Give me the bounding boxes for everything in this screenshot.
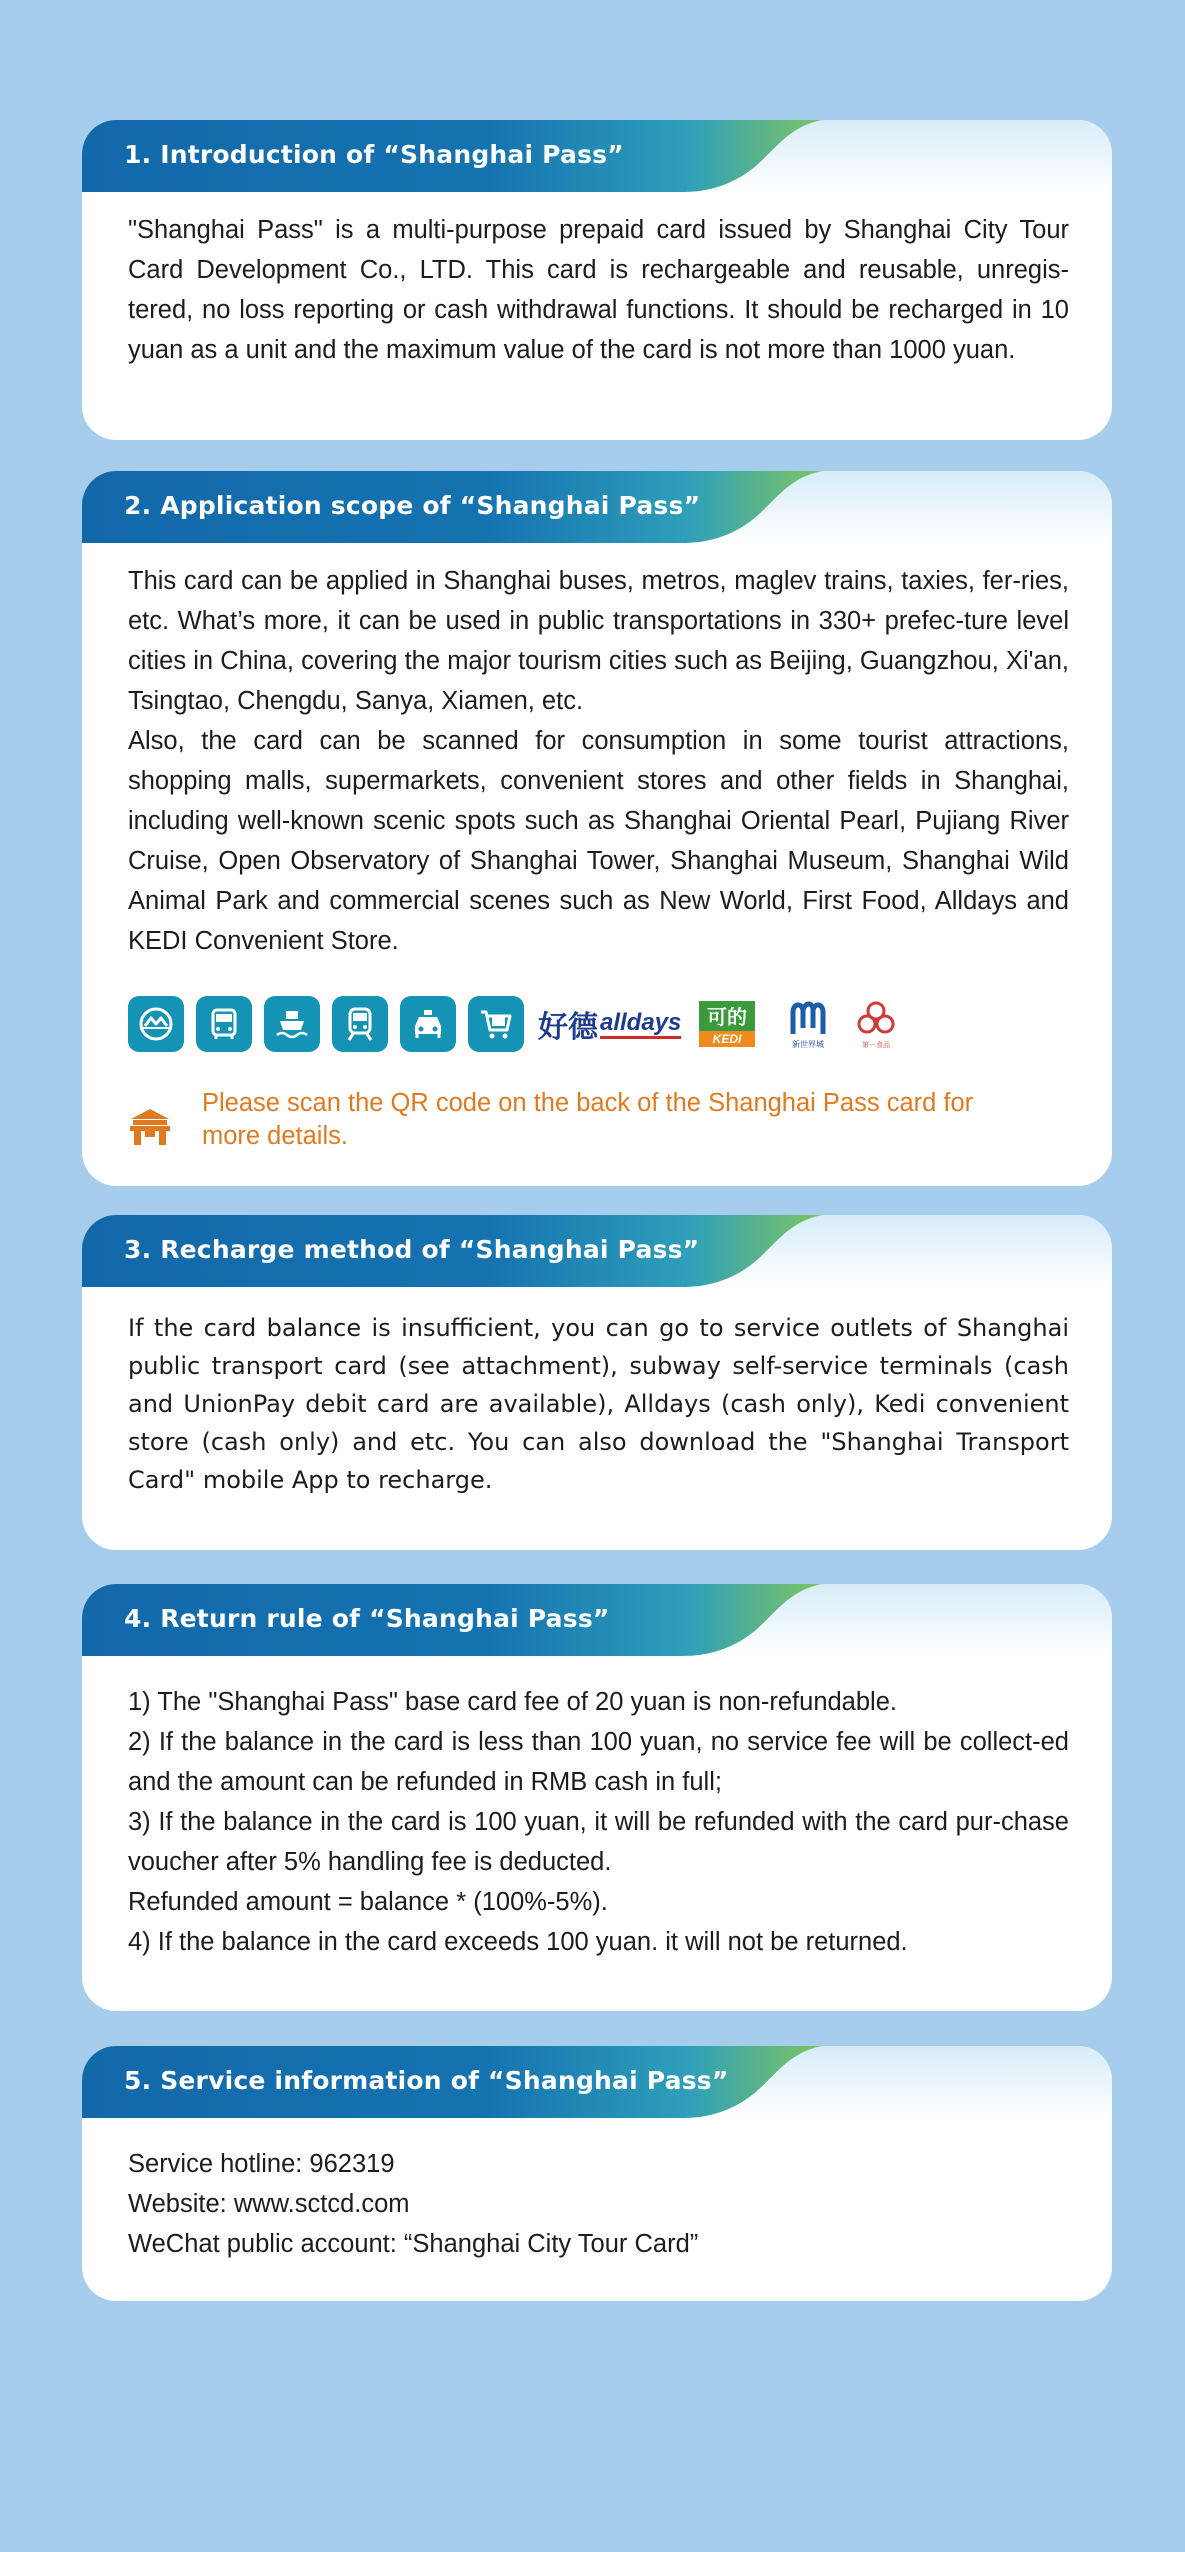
section-body <box>82 1287 1112 1499</box>
section-header <box>82 1215 1112 1287</box>
paragraph: "Shanghai Pass" is a multi-purpose prepaid card issued by Shanghai City Tour Card Development Co., LTD. This card is rechargeable and reusable, unregis-tered, no loss reporting or cash withdrawal functions. It should be recharged in 10 yuan as a unit and the maximum value of the card is not more than 1000 yuan. <box>128 216 1069 364</box>
rule-item: 3) If the balance in the card is 100 yuan, it will be refunded with the card pur-chase voucher after 5% handling fee is deducted. <box>128 1808 1069 1876</box>
qr-scan-note <box>128 1087 1012 1153</box>
bus-icon <box>196 996 252 1052</box>
section-title: 3. Recharge method of “Shanghai Pass” <box>124 1235 700 1264</box>
section-title: 4. Return rule of “Shanghai Pass” <box>124 1604 610 1633</box>
section-application-scope <box>82 471 1112 1186</box>
paragraph: This card can be applied in Shanghai buses, metros, maglev trains, taxies, fer-ries, etc. What’s more, it can be used in public transportations in 330+ prefec-ture level cities in China, covering the major tourism cities such as Beijing, Guangzhou, Xi'an, Tsingtao, Chengdu, Sanya, Xiamen, etc. <box>128 567 1069 715</box>
section-header <box>82 1584 1112 1656</box>
service-website: Website: www.sctcd.com <box>128 2190 410 2218</box>
taxi-icon <box>400 996 456 1052</box>
section-title: 2. Application scope of “Shanghai Pass” <box>124 491 701 520</box>
landmark-gate-icon <box>128 1107 172 1147</box>
first-food-text: 第一食品 <box>862 1041 891 1049</box>
section-body <box>82 1656 1112 1962</box>
section-header <box>82 471 1112 543</box>
section-service-information <box>82 2046 1112 2301</box>
service-hotline: Service hotline: 962319 <box>128 2150 395 2178</box>
metro-icon <box>128 996 184 1052</box>
train-icon <box>332 996 388 1052</box>
rule-item: 2) If the balance in the card is less than 100 yuan, no service fee will be collect-ed and the amount can be refunded in RMB cash in full; <box>128 1728 1069 1796</box>
section-title: 1. Introduction of “Shanghai Pass” <box>124 140 624 169</box>
section-header <box>82 2046 1112 2118</box>
rule-item: 4) If the balance in the card exceeds 100 yuan. it will not be returned. <box>128 1928 908 1956</box>
section-body <box>82 543 1112 961</box>
service-icon-row <box>128 994 897 1054</box>
service-wechat: WeChat public account: “Shanghai City Tour Card” <box>128 2230 699 2258</box>
scan-note-text: Please scan the QR code on the back of the Shanghai Pass card for more details. <box>202 1089 974 1150</box>
rule-item: Refunded amount = balance * (100%-5%). <box>128 1888 608 1916</box>
new-world-text: 新世界城 <box>792 1040 825 1049</box>
new-world-logo <box>783 998 833 1050</box>
section-introduction <box>82 120 1112 440</box>
rule-item: 1) The "Shanghai Pass" base card fee of 20 yuan is non-refundable. <box>128 1688 897 1716</box>
alldays-logo: 好德 alldays <box>538 1008 682 1045</box>
section-return-rule <box>82 1584 1112 2011</box>
first-food-logo <box>855 999 897 1049</box>
section-body <box>82 192 1112 370</box>
supermarket-cart-icon <box>468 996 524 1052</box>
section-body <box>82 2118 1112 2264</box>
section-header <box>82 120 1112 192</box>
section-title: 5. Service information of “Shanghai Pass” <box>124 2066 729 2095</box>
paragraph: Also, the card can be scanned for consumption in some tourist attractions, shopping malls, supermarkets, convenient stores and other fields in Shanghai, including well-known scenic spots such as Shanghai Oriental Pearl, Pujiang River Cruise, Open Observatory of Shanghai Tower, Shanghai Museum, Shanghai Wild Animal Park and commercial scenes such as New World, First Food, Alldays and KEDI Convenient Store. <box>128 727 1069 955</box>
kedi-logo <box>699 1001 755 1047</box>
ferry-icon <box>264 996 320 1052</box>
section-recharge-method <box>82 1215 1112 1550</box>
kedi-en: KEDI <box>713 1032 742 1046</box>
paragraph: If the card balance is insufficient, you can go to service outlets of Shanghai public transport card (see attachment), subway self-service terminals (cash and UnionPay debit card are available), Alldays (cash only), Kedi convenient store (cash only) and etc. You can also download the "Shanghai Transport Card" mobile App to recharge. <box>128 1314 1069 1494</box>
kedi-cn: 可的 <box>707 1005 748 1029</box>
